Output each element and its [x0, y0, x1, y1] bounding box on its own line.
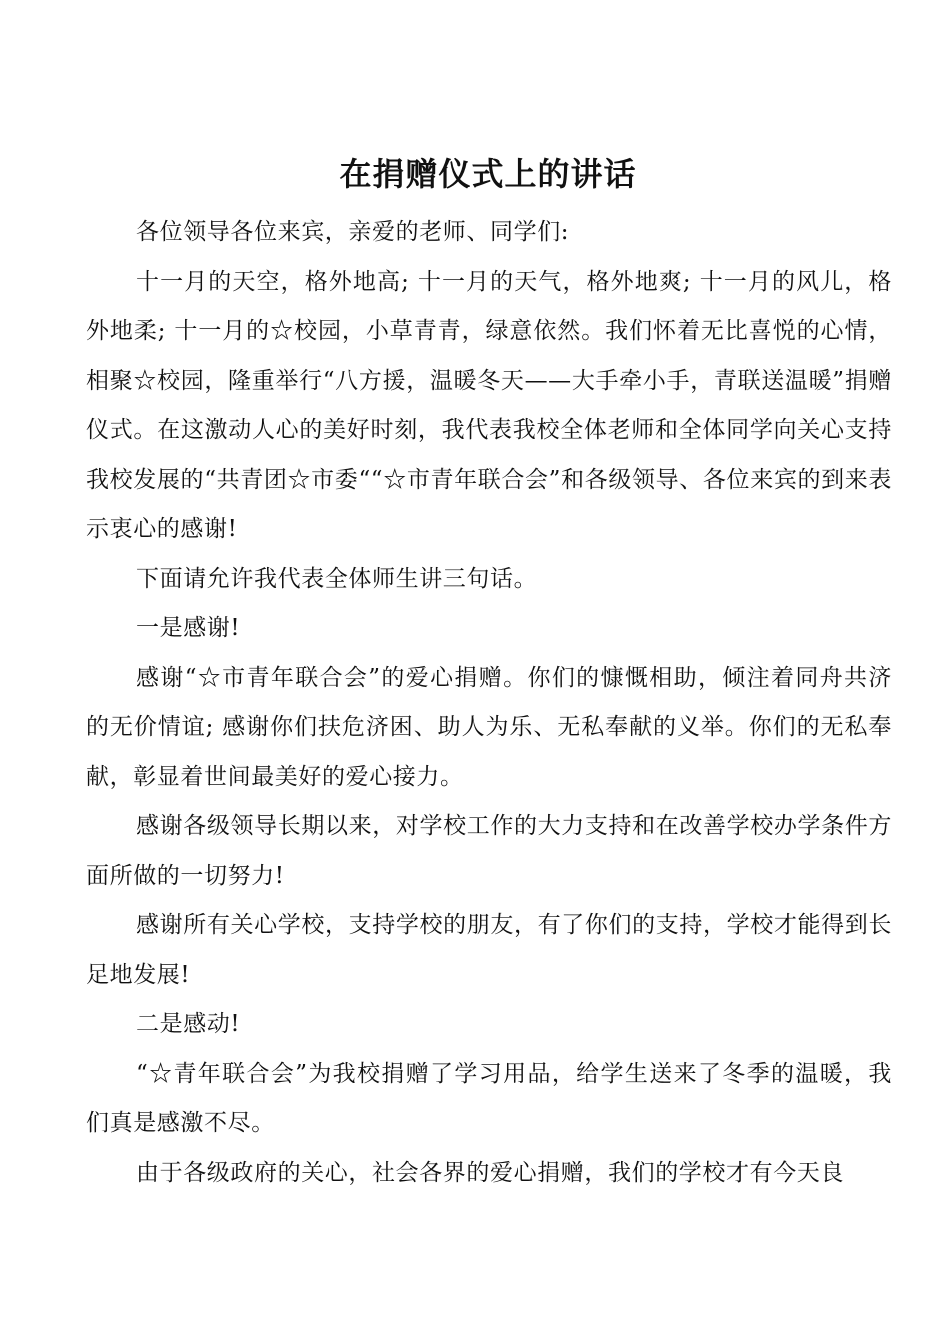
- document-title: 在捐赠仪式上的讲话: [339, 155, 637, 193]
- paragraph-intro: 下面请允许我代表全体师生讲三句话。: [136, 565, 538, 592]
- paragraph-opening: 十一月的天空，格外地高; 十一月的天气，格外地爽; 十一月的风儿，格外地柔; 十一月的☆校园，小草青青，绿意依然。我们怀着无比喜悦的心情，相聚☆校园，隆重举行“八方援，温暖冬天——大手牵小手，青联送温暖”捐赠仪式。在这激动人心的美好时刻，我代表我校全体老师和全体同学向关心支持我校发展的“共青团☆市委““☆市青年联合会”和各级领导、各位来宾的到来表示衷心的感谢!: [86, 268, 892, 542]
- paragraph-thanks-2: 感谢各级领导长期以来，对学校工作的大力支持和在改善学校办学条件方面所做的一切努力!: [86, 813, 892, 889]
- paragraph-moved-2: 由于各级政府的关心，社会各界的爱心捐赠，我们的学校才有今天良: [136, 1159, 844, 1186]
- document-body: [86, 208, 892, 1198]
- paragraph-heading-thanks: 一是感谢!: [136, 615, 241, 641]
- paragraph-moved-1: “☆青年联合会”为我校捐赠了学习用品，给学生送来了冬季的温暖，我们真是感激不尽。: [86, 1060, 892, 1136]
- paragraph-thanks-3: 感谢所有关心学校，支持学校的朋友，有了你们的支持，学校才能得到长足地发展!: [86, 912, 892, 988]
- paragraph-salutation: 各位领导各位来宾，亲爱的老师、同学们:: [136, 219, 570, 245]
- paragraph-heading-moved: 二是感动!: [136, 1011, 241, 1037]
- paragraph-thanks-1: 感谢“☆市青年联合会”的爱心捐赠。你们的慷慨相助，倾注着同舟共济的无价情谊; 感谢你们扶危济困、助人为乐、无私奉献的义举。你们的无私奉献，彰显着世间最美好的爱心接力。: [86, 664, 892, 790]
